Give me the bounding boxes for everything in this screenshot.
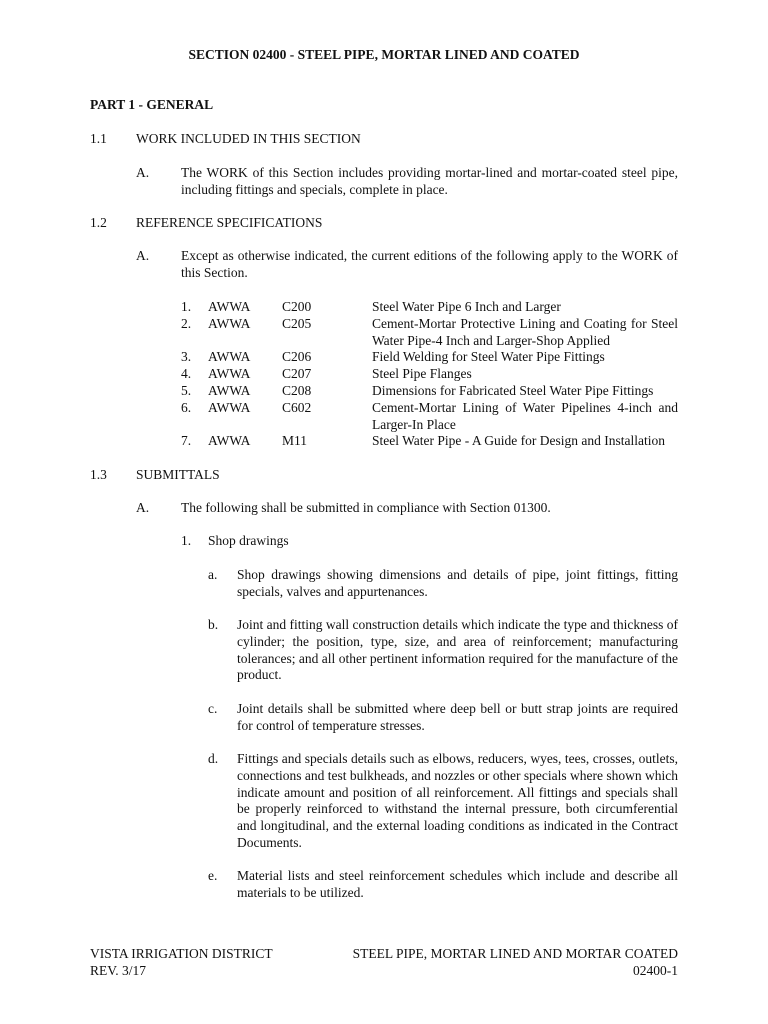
- section-number-1-1: 1.1: [90, 131, 107, 146]
- subitem-text: Fittings and specials details such as elbows, reducers, wyes, tees, crosses, outlets, connections and test bulkheads, and nozzles or other specials where shown which indicate amount and position of all reinforcement. All fittings and specials shall be properly reinforced to withstand the internal pressure, both circumferential and longitudinal, and the external loading conditions as indicated in the Contract Documents.: [237, 751, 678, 850]
- ref-description: Cement-Mortar Lining of Water Pipelines 4-inch and Larger-In Place: [372, 400, 678, 432]
- ref-number: 2.: [181, 316, 192, 331]
- ref-description: Steel Pipe Flanges: [372, 366, 472, 381]
- footer-organization: VISTA IRRIGATION DISTRICT: [90, 946, 273, 961]
- ref-number: 4.: [181, 366, 192, 381]
- ref-number: 5.: [181, 383, 192, 398]
- subitem-text: Joint and fitting wall construction details which indicate the type and thickness of cylinder; the position, type, size, and area of reinforcement; manufacturing tolerances; and all other pertinent information required for the manufacture of the product.: [237, 617, 678, 683]
- footer-document-title: STEEL PIPE, MORTAR LINED AND MORTAR COATED: [352, 946, 678, 961]
- ref-number: 7.: [181, 433, 192, 448]
- footer-revision: REV. 3/17: [90, 963, 147, 978]
- item-letter: A.: [136, 248, 150, 263]
- paragraph-1-1-a: The WORK of this Section includes providing mortar-lined and mortar-coated steel pipe, including fittings and specials, complete in place.: [181, 165, 678, 197]
- section-number-1-3: 1.3: [90, 467, 107, 482]
- section-heading-1-1: WORK INCLUDED IN THIS SECTION: [136, 131, 361, 146]
- ref-code: C206: [282, 349, 312, 364]
- ref-description: Dimensions for Fabricated Steel Water Pipe Fittings: [372, 383, 654, 398]
- ref-organization: AWWA: [208, 400, 251, 415]
- ref-organization: AWWA: [208, 316, 251, 331]
- section-heading-1-2: REFERENCE SPECIFICATIONS: [136, 215, 323, 230]
- ref-description: Steel Water Pipe 6 Inch and Larger: [372, 299, 561, 314]
- item-letter: A.: [136, 500, 150, 515]
- part-heading: PART 1 - GENERAL: [90, 97, 214, 112]
- ref-organization: AWWA: [208, 383, 251, 398]
- subitem-text: Joint details shall be submitted where deep bell or butt strap joints are required for control of temperature stresses.: [237, 701, 678, 733]
- ref-organization: AWWA: [208, 366, 251, 381]
- section-title: SECTION 02400 - STEEL PIPE, MORTAR LINED AND COATED: [188, 47, 580, 62]
- ref-description: Cement-Mortar Protective Lining and Coating for Steel Water Pipe-4 Inch and Larger-Shop Applied: [372, 316, 678, 348]
- ref-code: C207: [282, 366, 312, 381]
- subitem-letter: a.: [208, 567, 218, 582]
- item-number: 1.: [181, 533, 192, 548]
- section-number-1-2: 1.2: [90, 215, 107, 230]
- ref-number: 3.: [181, 349, 192, 364]
- ref-code: C205: [282, 316, 312, 331]
- paragraph-1-3-a: The following shall be submitted in compliance with Section 01300.: [181, 500, 551, 515]
- ref-code: M11: [282, 433, 308, 448]
- ref-organization: AWWA: [208, 349, 251, 364]
- subitem-letter: b.: [208, 617, 219, 632]
- ref-code: C602: [282, 400, 312, 415]
- ref-number: 1.: [181, 299, 192, 314]
- subitem-letter: c.: [208, 701, 218, 716]
- subitem-text: Shop drawings showing dimensions and details of pipe, joint fittings, fitting specials, valves and appurtenances.: [237, 567, 678, 599]
- paragraph-1-2-a: Except as otherwise indicated, the current editions of the following apply to the WORK of this Section.: [181, 248, 678, 280]
- ref-organization: AWWA: [208, 433, 251, 448]
- subitem-letter: d.: [208, 751, 219, 766]
- item-text-shop-drawings: Shop drawings: [208, 533, 289, 548]
- subitem-text: Material lists and steel reinforcement schedules which include and describe all materials to be utilized.: [237, 868, 678, 900]
- ref-organization: AWWA: [208, 299, 251, 314]
- ref-code: C208: [282, 383, 312, 398]
- item-letter: A.: [136, 165, 150, 180]
- ref-description: Steel Water Pipe - A Guide for Design and Installation: [372, 433, 665, 448]
- ref-description: Field Welding for Steel Water Pipe Fittings: [372, 349, 605, 364]
- ref-number: 6.: [181, 400, 192, 415]
- section-heading-1-3: SUBMITTALS: [136, 467, 220, 482]
- ref-code: C200: [282, 299, 312, 314]
- subitem-letter: e.: [208, 868, 218, 883]
- footer-page-number: 02400-1: [633, 963, 678, 978]
